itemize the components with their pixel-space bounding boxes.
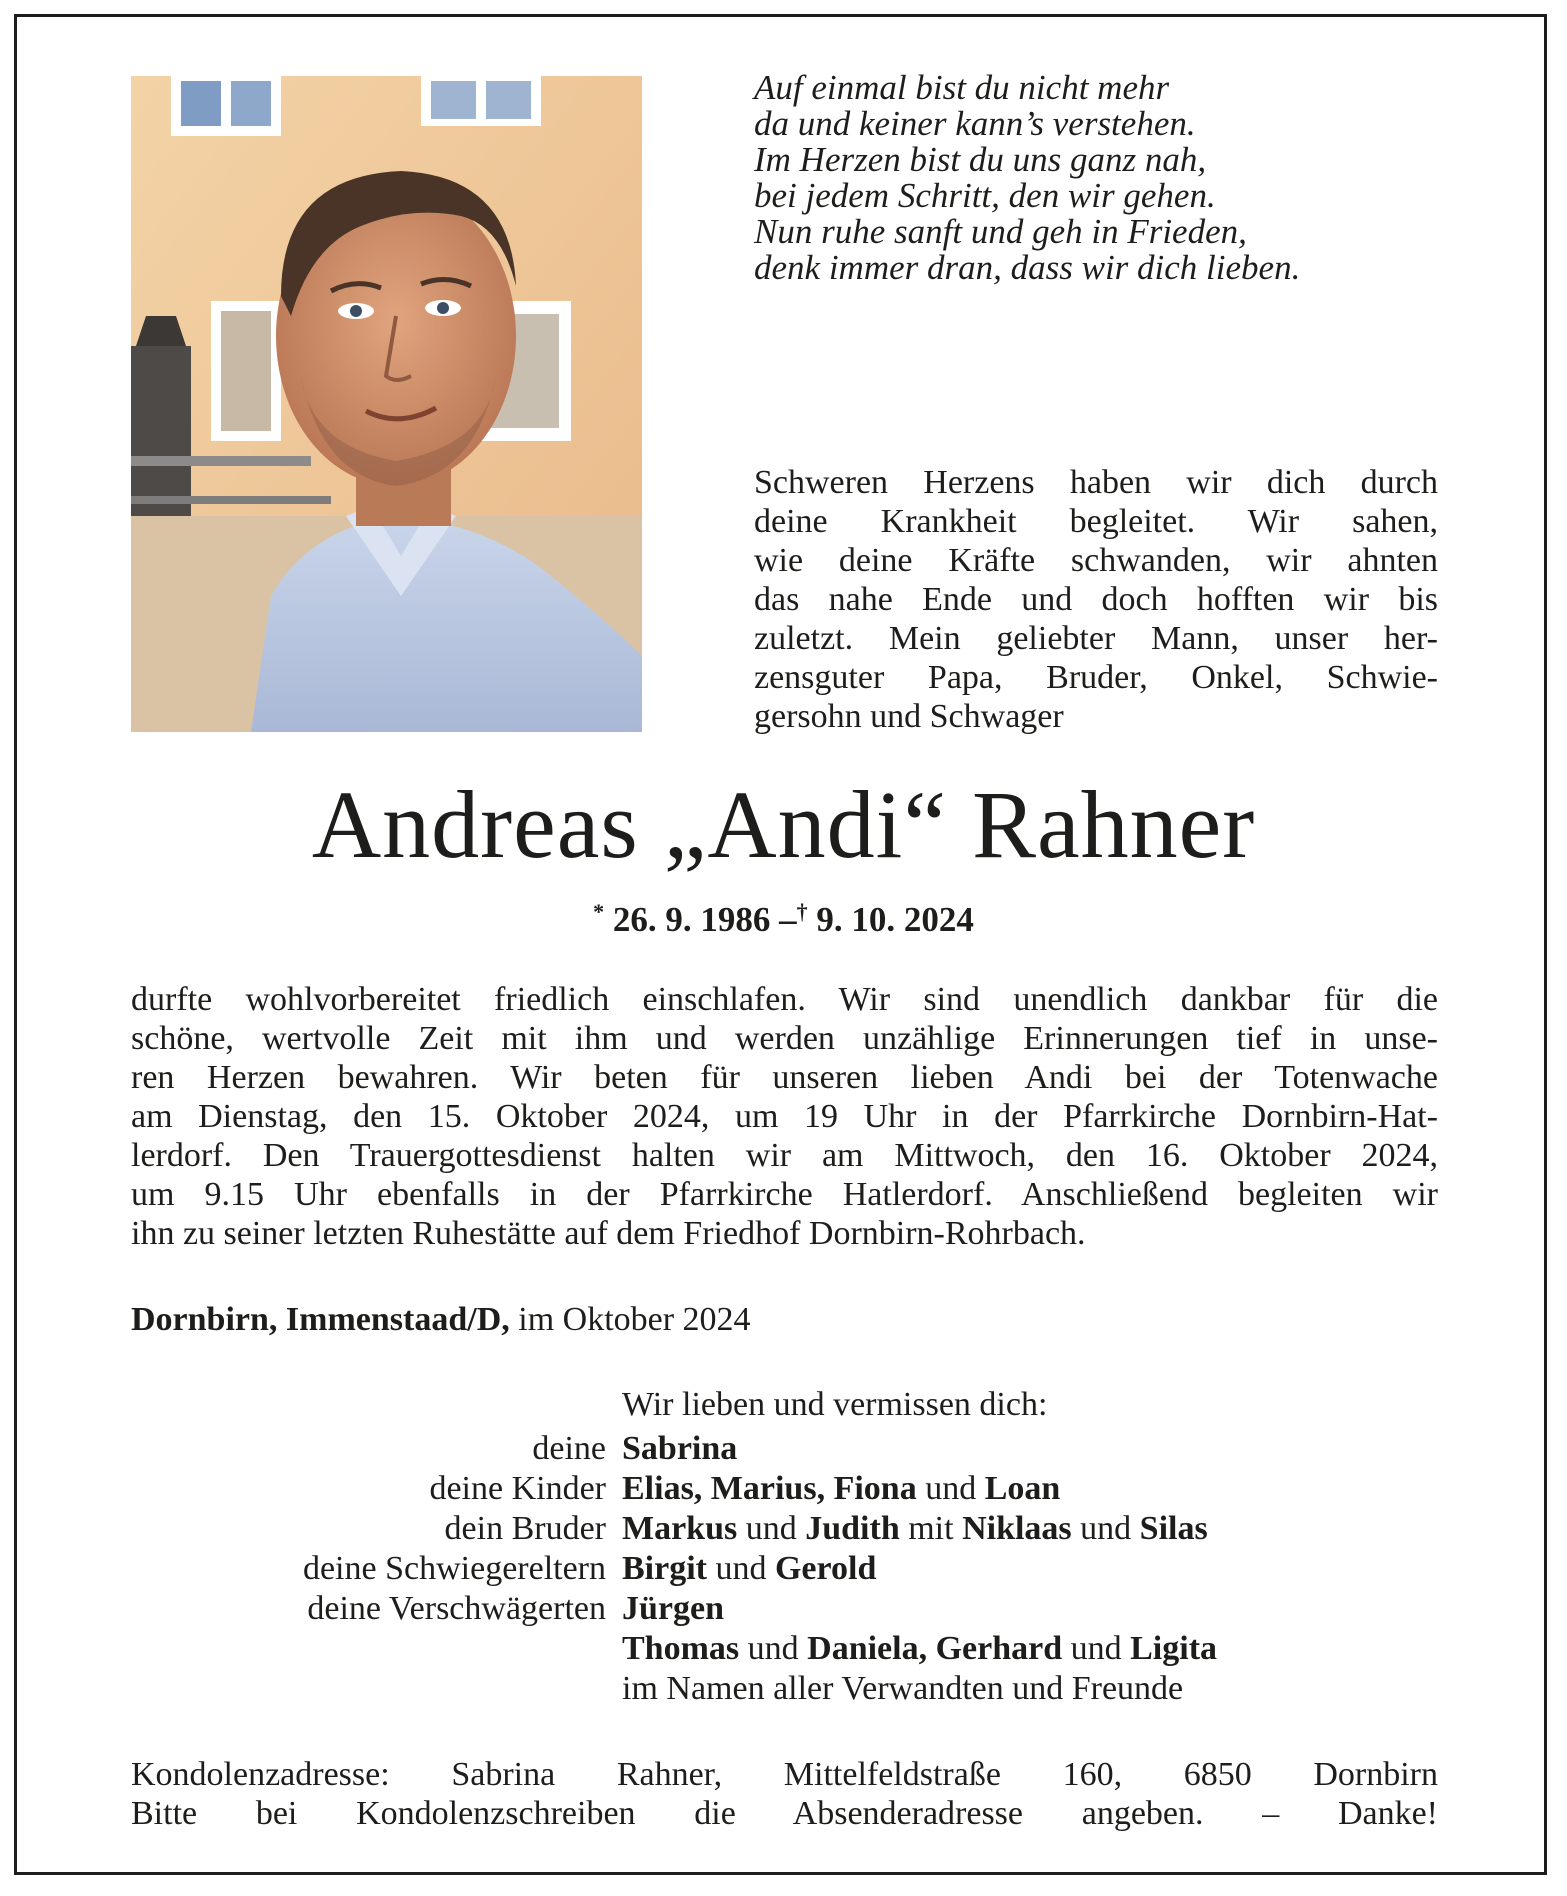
mourner-relation: deine Kinder — [429, 1470, 606, 1507]
intro-paragraph — [754, 463, 1438, 736]
portrait-photo — [131, 76, 642, 732]
poem-line: da und keiner kann’s verstehen. — [754, 104, 1196, 143]
date-separator: – — [779, 900, 797, 939]
mourner-name: Gerold — [774, 1550, 877, 1587]
mourner-relation: deine — [532, 1430, 606, 1467]
poem-line: Im Herzen bist du uns ganz nah, — [754, 140, 1207, 179]
portrait-illustration — [131, 76, 642, 732]
death-date: 9. 10. 2024 — [816, 900, 974, 939]
body-line: durfte wohlvorbereitet friedlich einschlafen. Wir sind unendlich dankbar für die — [131, 981, 1438, 1018]
deceased-name: Andreas „Andi“ Rahner — [311, 771, 1256, 878]
intro-line: Schweren Herzens haben wir dich durch — [754, 464, 1438, 501]
birth-date: 26. 9. 1986 — [612, 900, 771, 939]
mourner-name: Markus — [622, 1510, 738, 1547]
condolence-address: Kondolenzadresse: Sabrina Rahner, Mittelfeldstraße 160, 6850 Dornbirn — [131, 1756, 1438, 1793]
body-line: um 9.15 Uhr ebenfalls in der Pfarrkirche Hatlerdorf. Anschließend begleiten wir — [131, 1176, 1438, 1213]
intro-line: zuletzt. Mein geliebter Mann, unser her- — [754, 620, 1438, 657]
mourners-list — [131, 1429, 1438, 1709]
mourner-name: Silas — [1139, 1510, 1208, 1547]
body-line: lerdorf. Den Trauergottesdienst halten wir am Mittwoch, den 16. Oktober 2024, — [131, 1137, 1438, 1174]
intro-line: wie deine Kräfte schwanden, wir ahnten — [754, 542, 1438, 579]
mourner-connector: und — [1062, 1630, 1131, 1667]
mourner-row — [131, 1589, 1438, 1629]
mourner-name: Ligita — [1130, 1630, 1218, 1667]
mourner-row — [131, 1549, 1438, 1589]
intro-line: das nahe Ende und doch hofften wir bis — [754, 581, 1438, 618]
mourner-connector: und — [739, 1630, 808, 1667]
body-line: schöne, wertvolle Zeit mit ihm und werden unzählige Erinnerungen tief in unse- — [131, 1020, 1438, 1057]
mourner-name: Elias, Marius, Fiona — [622, 1470, 917, 1507]
death-symbol: † — [796, 899, 808, 924]
body-line: ren Herzen bewahren. Wir beten für unseren lieben Andi bei der Totenwache — [131, 1059, 1438, 1096]
birth-symbol: * — [593, 899, 605, 924]
place-and-date — [131, 1300, 751, 1340]
mourner-name: Judith — [805, 1510, 900, 1547]
place-locations: Dornbirn, Immenstaad/D, — [131, 1301, 510, 1338]
place-date: im Oktober 2024 — [509, 1301, 751, 1338]
mourner-connector: und — [1071, 1510, 1140, 1547]
mourner-name: Loan — [984, 1470, 1061, 1507]
mourner-connector: im Namen aller Verwandten und Freunde — [622, 1670, 1184, 1707]
mourner-names — [622, 1469, 1438, 1509]
mourner-row — [131, 1629, 1438, 1669]
intro-line: zensguter Papa, Bruder, Onkel, Schwie- — [754, 659, 1438, 696]
mourner-row — [131, 1669, 1438, 1709]
mourner-names — [622, 1549, 1438, 1589]
mourner-name: Niklaas — [962, 1510, 1072, 1547]
intro-line: gersohn und Schwager — [754, 698, 1064, 735]
intro-line: deine Krankheit begleitet. Wir sahen, — [754, 503, 1438, 540]
mourner-relation: deine Verschwägerten — [307, 1590, 606, 1627]
mourner-row — [131, 1469, 1438, 1509]
mourner-relation — [131, 1669, 622, 1709]
body-line: am Dienstag, den 15. Oktober 2024, um 19 Uhr in der Pfarrkirche Dornbirn-Hat- — [131, 1098, 1438, 1135]
mourner-row — [131, 1429, 1438, 1469]
body-line: ihn zu seiner letzten Ruhestätte auf dem Friedhof Dornbirn-Rohrbach. — [131, 1215, 1086, 1252]
mourner-relation: deine Schwiegereltern — [302, 1550, 606, 1587]
mourner-relation: dein Bruder — [444, 1510, 606, 1547]
condolence-note: Bitte bei Kondolenzschreiben die Absenderadresse angeben. – Danke! — [131, 1795, 1438, 1832]
mourner-connector: mit — [899, 1510, 963, 1547]
life-dates — [0, 892, 1567, 940]
mourner-names — [622, 1669, 1438, 1709]
mourner-connector: und — [706, 1550, 775, 1587]
poem-line: bei jedem Schritt, den wir gehen. — [754, 176, 1216, 215]
poem-line: denk immer dran, dass wir dich lieben. — [754, 248, 1301, 287]
mourner-name: Jürgen — [622, 1590, 724, 1627]
mourner-name: Thomas — [622, 1630, 740, 1667]
mourner-connector: und — [737, 1510, 806, 1547]
condolence-footer — [131, 1755, 1438, 1833]
memorial-poem — [754, 70, 1454, 286]
mourner-relation — [131, 1629, 622, 1669]
mourners-heading: Wir lieben und vermissen dich: — [622, 1386, 1048, 1423]
funeral-details-paragraph — [131, 980, 1438, 1253]
mourner-row — [131, 1509, 1438, 1549]
poem-line: Auf einmal bist du nicht mehr — [754, 68, 1170, 107]
poem-line: Nun ruhe sanft und geh in Frieden, — [754, 212, 1247, 251]
mourner-connector: und — [916, 1470, 985, 1507]
mourner-names — [622, 1509, 1438, 1549]
mourner-names — [622, 1589, 1438, 1629]
mourner-names — [622, 1429, 1438, 1469]
mourner-name: Birgit — [622, 1550, 707, 1587]
mourner-names — [622, 1629, 1438, 1669]
mourner-name: Sabrina — [622, 1430, 738, 1467]
mourner-name: Daniela, Gerhard — [807, 1630, 1063, 1667]
